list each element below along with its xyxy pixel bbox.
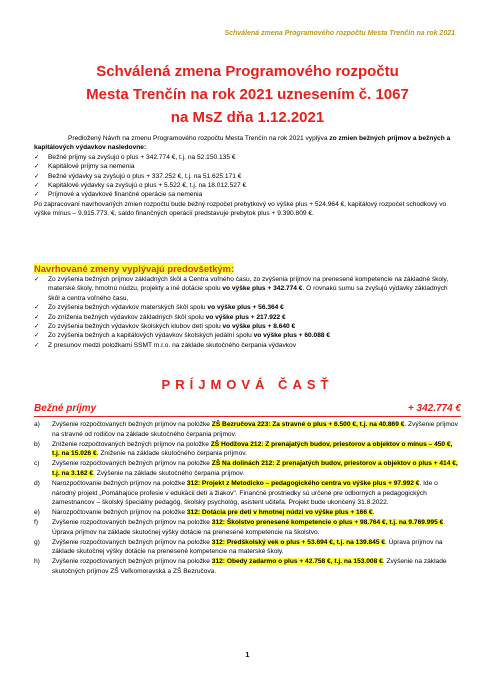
title-line-1: Schválená zmena Programového rozpočtu	[96, 63, 399, 80]
running-header: Schválená zmena Programového rozpočtu Mesta Trenčín na rok 2021	[224, 30, 455, 37]
intro-text: Predložený Návrh na zmenu Programového rozpočtu Mesta Trenčín na rok 2021 vyplýva	[68, 135, 330, 142]
revenue-item: d) Narozpočtovanie bežných príjmov na položke 312: Projekt z Metodicko – pedagogického centra vo výške plus + 97.992 €. Ide o národný projekt „Pomáhajúce profesie v edukácii detí a žiakov". Finančné prostriedky sú určené pre odborných a pedagogických zamestnancov – školský špeciálny pedagóg, školský psychológ, asistent učiteľa. Projekt bude ukončený 31.8.2022.	[34, 479, 438, 507]
intro-bold-text: zo zmien bežných príjmov a bežných a kapitálových výdavkov nasledovne:	[34, 135, 451, 152]
check-icon: ✓	[34, 341, 40, 349]
check-icon: ✓	[34, 163, 40, 171]
revenue-item: b) Zníženie rozpočtovaných bežných príjmov na položke ZŠ Hodžova 212: Z prenajatých budov, priestorov a objektov o mínus – 450 €, t.j. na 15.026 €. Zníženie na základe skutočného čerpania príjmov.	[34, 440, 453, 458]
checklist-item: ✓ Bežné výdavky sa zvyšujú o plus + 337.252 €, t.j. na 51.625.171 €	[34, 172, 242, 180]
check-icon: ✓	[34, 323, 40, 331]
change-item: ✓ Zo zníženia bežných výdavkov základných škôl spolu vo výške plus + 217.922 €	[34, 313, 286, 321]
budget-result-paragraph: Po zapracovaní navrhovaných zmien rozpočtu bude bežný rozpočet prebytkový vo výške plus + 524.964 €, kapitálový rozpočet schodkový vo výške mínus – 9.915.773. €, saldo finančných operácií predstavuje prebytok plus + 9.390.809 €.	[34, 200, 447, 218]
check-icon: ✓	[34, 182, 40, 190]
check-icon: ✓	[34, 276, 40, 283]
changes-checklist	[34, 275, 461, 350]
check-icon: ✓	[34, 153, 40, 161]
change-item: ✓ Zo zvýšenia bežných výdavkov materských škôl spolu vo výške plus + 56.364 €	[34, 304, 284, 312]
title-line-2: Mesta Trenčín na rok 2021 uznesením č. 1067	[86, 86, 409, 103]
revenue-item: e) Narozpočtovanie bežných príjmov na položke 312: Dotácia pre deti v hmotnej núdzi vo výške plus + 166 €.	[34, 509, 375, 517]
revenue-part-heading: PRÍJMOVÁ ČASŤ	[161, 377, 334, 392]
page-number: 1	[245, 652, 250, 659]
checklist-item: ✓ Kapitálové výdavky sa zvyšujú o plus + 5.522 €, t.j. na 18.012.527 €	[34, 182, 247, 190]
check-icon: ✓	[34, 172, 40, 180]
current-revenue-heading	[34, 403, 461, 417]
title-line-3: na MsZ dňa 1.12.2021	[170, 109, 325, 126]
revenue-item: f) Zvýšenie rozpočtovaných bežných príjmov na položke 312: Školstvo prenesené kompetencie o plus + 98.764 €, t.j. na 9.769.995 €. Úprava príjmov na základe skutočnej výšky dotácie na prenesené kompetencie na školstvo.	[34, 518, 446, 536]
checklist-item: ✓ Kapitálové príjmy sa nemenia	[34, 163, 135, 171]
revenue-item: h) Zvýšenie rozpočtovaných bežných príjmov na položke 312: Obedy zadarmo o plus + 42.758 €, t.j. na 153.008 €. Zvýšenie na základe skutočných príjmov ZŠ Veľkomoravská a ZŠ Bezručova.	[34, 558, 447, 575]
revenue-item: g) Zvýšenie rozpočtovaných bežných príjmov na položke 312: Predškolský vek o plus + 53.694 €, t.j. na 139.845 €. Úprava príjmov na základe skutočnej výšky dotácie na prenesené kompetencie na materské školy.	[34, 538, 443, 556]
check-icon: ✓	[34, 332, 40, 340]
current-revenue-amount: + 342.774 €	[407, 403, 461, 414]
change-item: ✓ Z presunov medzi položkami SSMT m.r.o. na základe skutočného čerpania výdavkov	[34, 341, 296, 349]
checklist-item: ✓ Bežné príjmy sa zvyšujú o plus + 342.774 €, t.j. na 52.150.135 €	[34, 153, 236, 161]
revenue-items	[34, 420, 461, 577]
check-icon: ✓	[34, 191, 40, 199]
revenue-item: a) Zvýšenie rozpočtovaných bežných príjmov na položke ZŠ Bezručova 223: Za stravné o plus + 6.500 €, t.j. na 40.869 €. Zvýšenie príjmov na stravné od rodičov na základe skutočného čerpania príjmov.	[34, 421, 458, 438]
check-icon: ✓	[34, 304, 40, 312]
change-item: ✓ Zo zvýšenia bežných výdavkov školských klubov detí spolu vo výške plus + 8.640 €	[34, 323, 296, 331]
changes-title: Navrhované zmeny vyplývajú predovšetkým:	[34, 263, 235, 274]
change-item: ✓ Zo zvýšenia bežných príjmov základných škôl a Centra voľného času, zo zvýšenia príjmov na prenesené kompetencie na základné školy, materské školy, hmotnú núdzu, projekty a iné dotácie spolu vo výške plus + 342.774 €. O rovnakú sumu sa zvyšujú výdavky základných škôl a centra voľného času,	[34, 276, 449, 302]
document-title	[0, 60, 495, 129]
check-icon: ✓	[34, 313, 40, 321]
current-revenue-label: Bežné príjmy	[34, 403, 97, 414]
change-item: ✓ Zo zvýšenia bežných a kapitálových výdavkov školských jedální spolu vo výške plus + 60.088 €	[34, 332, 331, 340]
checklist-item: ✓ Príjmové a výdavkové finančné operácie sa nemenia	[34, 191, 203, 199]
summary-checklist	[34, 153, 461, 200]
changes-section	[34, 263, 461, 350]
intro-section	[34, 134, 461, 219]
revenue-item: c) Zvýšenie rozpočtovaných bežných príjmov na položke ZŠ Na dolinách 212: Z prenajatých budov, priestorov a objektov o plus + 414 €, t.j. na 3.162 €. Zvýšenie na základe skutočného čerpania príjmov.	[34, 460, 458, 477]
intro-paragraph	[34, 134, 461, 153]
